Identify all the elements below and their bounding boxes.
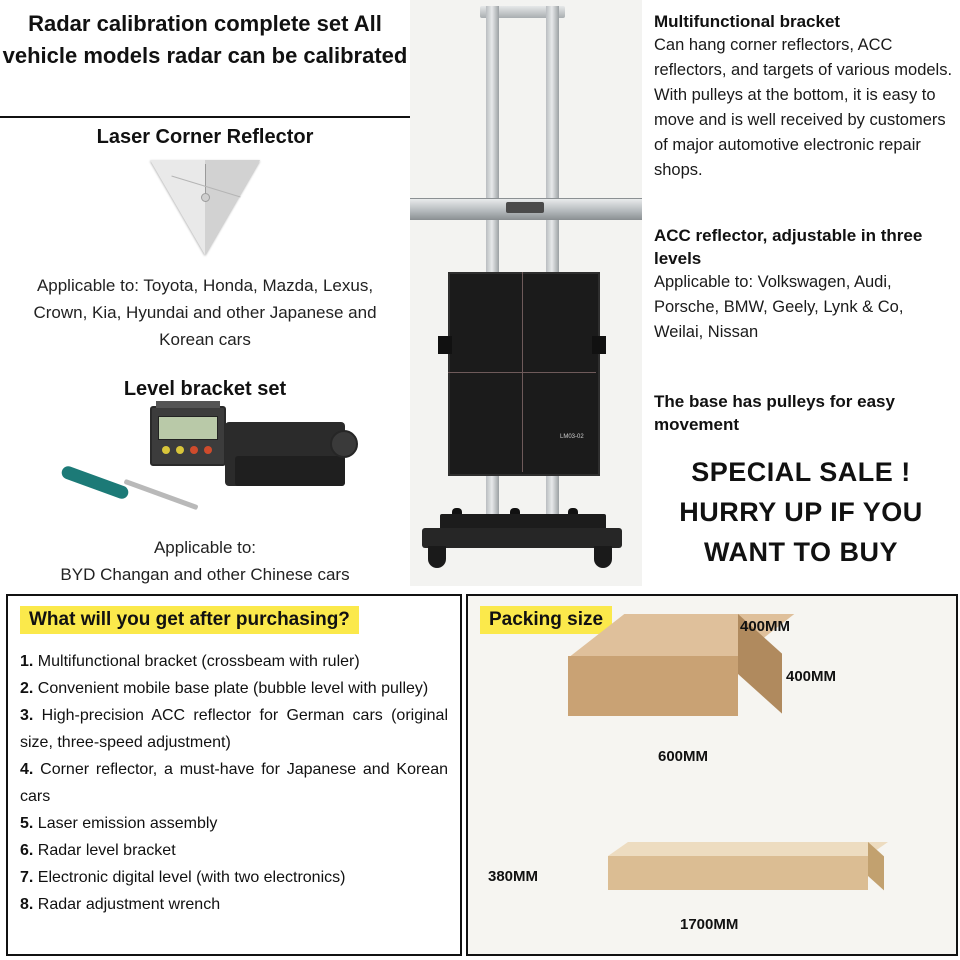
- digital-level-button: [204, 446, 212, 454]
- package-contents-panel: [6, 594, 462, 956]
- acc-reflector-panel: [448, 272, 600, 476]
- carton-long-side: [868, 842, 884, 890]
- carton-long-height-label: 380MM: [488, 868, 539, 885]
- list-item-text: Multifunctional bracket (crossbeam with ruler): [33, 653, 360, 670]
- acc-heading: ACC reflector, adjustable in three levels: [654, 226, 923, 268]
- corner-reflector-image: [150, 160, 260, 260]
- list-item-number: 1.: [20, 653, 34, 670]
- carton-large-length-label: 600MM: [658, 748, 709, 765]
- digital-level-button: [176, 446, 184, 454]
- list-item: [20, 810, 448, 837]
- carton-long-length-label: 1700MM: [680, 916, 739, 933]
- sale-line-2: HURRY UP IF YOU: [679, 497, 923, 527]
- packing-size-heading-wrap: [480, 606, 612, 634]
- level-bracket-applicable-line1: Applicable to:: [153, 538, 257, 557]
- bracket-base: [235, 456, 345, 486]
- carton-long-top: [608, 842, 888, 856]
- reflector-shade: [205, 160, 260, 255]
- panel-clip-right: [592, 336, 606, 354]
- list-item-text: Radar adjustment wrench: [33, 896, 221, 913]
- list-item: [20, 891, 448, 918]
- caster-wheel-icon: [594, 546, 612, 568]
- corner-reflector-applicable: Applicable to: Toyota, Honda, Mazda, Lexus, Crown, Kia, Hyundai and other Japanese and Korean cars: [33, 276, 377, 349]
- carton-large-front: [568, 656, 738, 716]
- caster-wheel-icon: [428, 546, 446, 568]
- list-item-number: 7.: [20, 869, 34, 886]
- list-item: [20, 648, 448, 675]
- digital-level-button: [162, 446, 170, 454]
- packing-size-panel: [466, 594, 958, 956]
- list-item-text: Electronic digital level (with two electronics): [33, 869, 346, 886]
- bracket-heading: Multifunctional bracket: [654, 12, 841, 31]
- list-item-number: 8.: [20, 896, 34, 913]
- list-item-number: 4.: [20, 761, 34, 778]
- bracket-rig-photo: [410, 0, 642, 586]
- list-item-number: 3.: [20, 707, 34, 724]
- list-item-text: Corner reflector, a must-have for Japanese and Korean cars: [20, 761, 448, 805]
- bottom-section: [0, 586, 960, 960]
- reflector-center-dot: [201, 193, 210, 202]
- sale-line-3: WANT TO BUY: [704, 537, 898, 567]
- corner-reflector-title: Laser Corner Reflector: [96, 126, 314, 148]
- digital-level-top: [156, 401, 220, 408]
- carton-large-width-label: 400MM: [740, 618, 791, 635]
- list-item-text: Radar level bracket: [33, 842, 176, 859]
- carton-large-height-label: 400MM: [786, 668, 837, 685]
- carton-long-front: [608, 856, 868, 890]
- list-item-text: High-precision ACC reflector for German cars (original size, three-speed adjustment): [20, 707, 448, 751]
- sale-line-1: SPECIAL SALE !: [691, 457, 911, 487]
- list-item: [20, 837, 448, 864]
- top-right-panel: [642, 0, 960, 586]
- panel-model-label: LM03-02: [560, 434, 584, 440]
- package-contents-list: [20, 648, 448, 918]
- level-bracket-title: Level bracket set: [123, 378, 287, 400]
- level-bracket-applicable: [15, 534, 395, 588]
- crossbeam-scale-marker: [506, 202, 544, 213]
- list-item: [20, 864, 448, 891]
- digital-level-button: [190, 446, 198, 454]
- list-item: [20, 702, 448, 756]
- top-left-panel: [0, 0, 412, 586]
- list-item: [20, 675, 448, 702]
- base-info-block: [654, 390, 934, 436]
- main-title: Radar calibration complete set All vehicle models radar can be calibrated: [2, 11, 408, 68]
- package-contents-heading: What will you get after purchasing?: [20, 606, 359, 634]
- bracket-knob: [330, 430, 358, 458]
- list-item-number: 6.: [20, 842, 34, 859]
- divider: [0, 116, 410, 118]
- list-item-text: Convenient mobile base plate (bubble level with pulley): [33, 680, 429, 697]
- list-item: [20, 756, 448, 810]
- panel-crosshair-vertical: [522, 272, 523, 472]
- rig-base-plate: [422, 528, 622, 548]
- base-heading: The base has pulleys for easy movement: [654, 392, 895, 434]
- digital-level-icon: [150, 406, 226, 466]
- list-item-number: 2.: [20, 680, 34, 697]
- level-bracket-image: [40, 404, 370, 524]
- screwdriver-handle-icon: [60, 464, 130, 500]
- sale-callout: [642, 452, 960, 572]
- package-contents-heading-wrap: [20, 606, 359, 634]
- list-item-number: 5.: [20, 815, 34, 832]
- level-bracket-applicable-line2: BYD Changan and other Chinese cars: [60, 565, 350, 584]
- acc-body-text: Applicable to: Volkswagen, Audi, Porsche, BMW, Geely, Lynk & Co, Weilai, Nissan: [654, 273, 904, 341]
- list-item-text: Laser emission assembly: [33, 815, 218, 832]
- screwdriver-shaft: [123, 479, 198, 510]
- bracket-info-block: [654, 10, 954, 183]
- digital-level-screen: [158, 416, 218, 440]
- acc-info-block: [654, 224, 954, 345]
- bracket-body-text: Can hang corner reflectors, ACC reflectors, and targets of various models. With pulleys at the bottom, it is easy to move and is well received by customers of major automotive electronic repair shops.: [654, 36, 953, 179]
- panel-clip-left: [438, 336, 452, 354]
- packing-size-heading: Packing size: [480, 606, 612, 634]
